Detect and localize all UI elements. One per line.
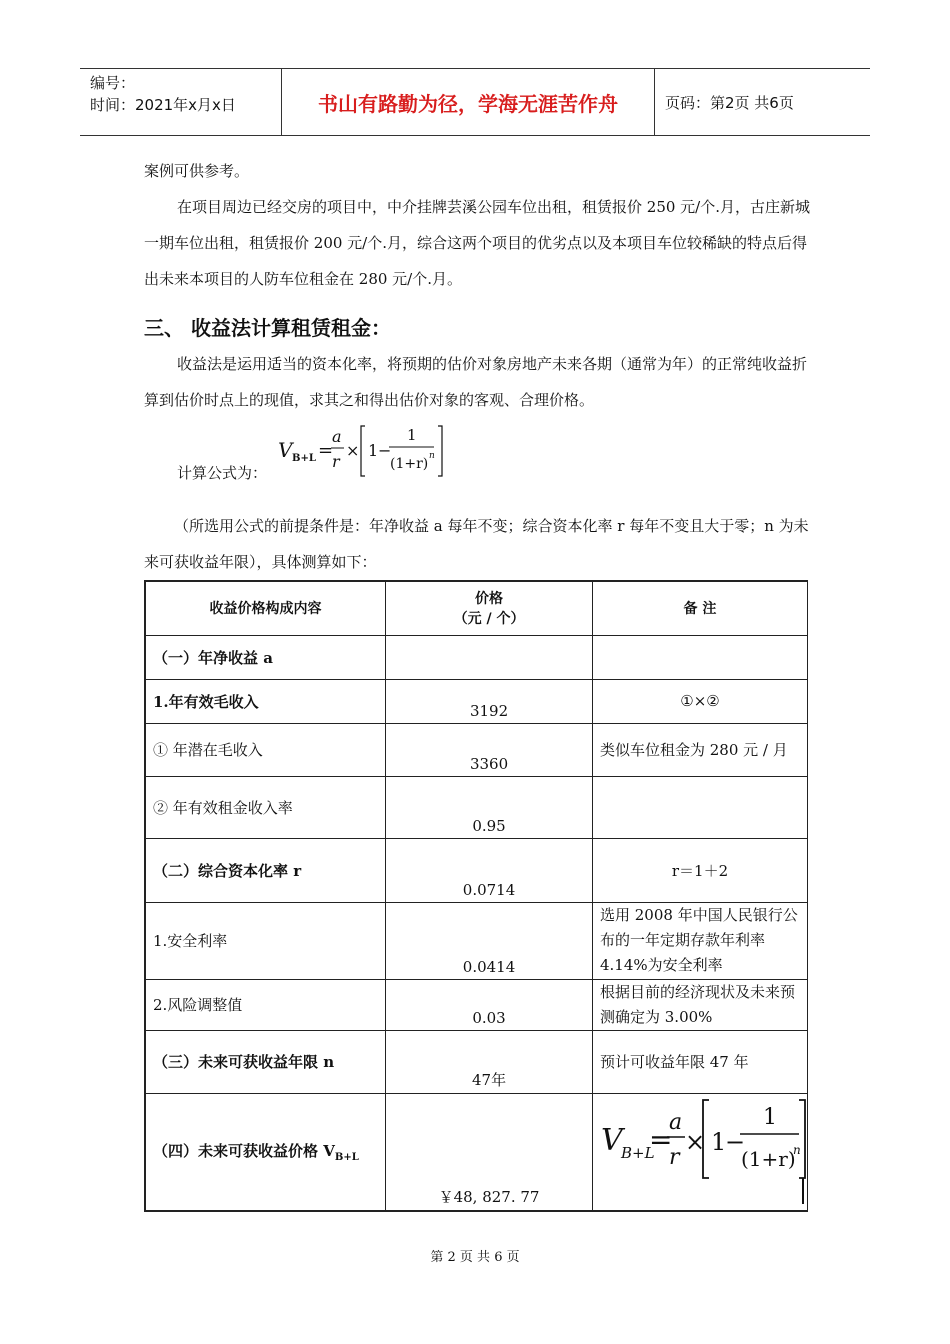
table-row [145, 776, 808, 838]
formula-top [274, 420, 454, 482]
income-calc-table [144, 580, 808, 1212]
row-price: 3192 [386, 679, 593, 723]
paragraph-1: 案例可供参考。 [144, 162, 250, 180]
svg-text:−: − [724, 1127, 746, 1156]
svg-text:−: − [378, 441, 392, 460]
row-price: 0.0714 [386, 838, 593, 902]
row-note: r＝1＋2 [592, 838, 807, 902]
doc-date-label: 时间：2021年x月x日 [90, 96, 236, 114]
row-item: ① 年潜在毛收入 [145, 723, 386, 776]
page-header [80, 68, 870, 136]
svg-text:=: = [648, 1122, 673, 1156]
table-row [145, 838, 808, 902]
table-row [145, 902, 808, 979]
row-price: 3360 [386, 723, 593, 776]
header-left [80, 69, 282, 135]
formula2-exponent: n [792, 1142, 801, 1157]
row-item: （三）未来可获收益年限 n [145, 1030, 386, 1093]
formula2-lhs: V [600, 1122, 623, 1158]
row-price: 47年 [386, 1030, 593, 1093]
svg-text:=: = [318, 440, 334, 461]
formula2-numerator: a [668, 1109, 683, 1135]
formula-table [593, 1094, 807, 1206]
formula-subscript: B+L [292, 453, 316, 464]
price-header-line1: 价格 [475, 591, 504, 608]
formula-lhs: V [278, 438, 293, 462]
row-item: 1.年有效毛收入 [145, 679, 386, 723]
formula2-inner-one: 1 [762, 1104, 777, 1130]
row-note: 类似车位租金为 280 元 / 月 [592, 723, 807, 776]
paragraph-3: 收益法是运用适当的资本化率，将预期的估价对象房地产未来各期（通常为年）的正常纯收益折算到估价时点上的现值，求其之和得出估价对象的客观、合理价格。 [144, 355, 808, 409]
svg-text:×: × [684, 1127, 706, 1156]
row-note: 预计可收益年限 47 年 [592, 1030, 807, 1093]
row-item: （一）年净收益 a [145, 635, 386, 679]
formula2-one: 1 [710, 1127, 727, 1156]
formula2-one-plus-r: (1+r) [740, 1146, 796, 1171]
row-price: 0.03 [386, 979, 593, 1030]
table-row [145, 979, 808, 1030]
paragraph-4: （所选用公式的前提条件是：年净收益 a 每年不变；综合资本化率 r 每年不变且大于零；n 为未来可获收益年限），具体测算如下： [144, 517, 809, 571]
formula-inner-one: 1 [407, 426, 417, 444]
row-price: 0.0414 [386, 902, 593, 979]
row-note: 根据目前的经济现状及未来预测确定为 3.00% [592, 979, 807, 1030]
col-header-note: 备 注 [592, 581, 807, 635]
formula-numerator: a [332, 427, 342, 446]
row-item-subscript: B+L [334, 1152, 359, 1163]
table-row [145, 1030, 808, 1093]
row-note-formula [592, 1093, 807, 1211]
formula2-subscript: B+L [620, 1143, 655, 1162]
row-note: 选用 2008 年中国人民银行公布的一年定期存款年利率 4.14%为安全利率 [592, 902, 807, 979]
row-price: 0.95 [386, 776, 593, 838]
price-header-line2: （元 / 个） [453, 611, 525, 628]
col-header-price [386, 581, 593, 635]
formula-denominator: r [332, 452, 340, 471]
formula2-denominator: r [668, 1144, 680, 1170]
row-item: ② 年有效租金收入率 [145, 776, 386, 838]
row-item: 1.安全利率 [145, 902, 386, 979]
table-row [145, 635, 808, 679]
row-price [386, 635, 593, 679]
col-header-item: 收益价格构成内容 [145, 581, 386, 635]
page-footer: 第 2 页 共 6 页 [430, 1250, 520, 1265]
header-page-info: 页码：第2页 共6页 [665, 93, 794, 112]
header-motto: 书山有路勤为径，学海无涯苦作舟 [282, 69, 655, 135]
table-header-row [145, 581, 808, 635]
row-item: （二）综合资本化率 r [145, 838, 386, 902]
formula-label: 计算公式为： [177, 464, 268, 482]
row-item-prefix: （四）未来可获收益价格 V [153, 1142, 335, 1160]
svg-text:×: × [346, 441, 360, 460]
row-price: ￥48, 827. 77 [386, 1093, 593, 1211]
formula-one: 1 [368, 441, 379, 460]
row-note [592, 635, 807, 679]
section-title: 三、 收益法计算租赁租金： [144, 316, 391, 340]
row-note [592, 776, 807, 838]
row-note: ①×② [592, 679, 807, 723]
table-row [145, 723, 808, 776]
doc-number-label: 编号： [90, 74, 136, 92]
row-item [145, 1093, 386, 1211]
formula-exponent: n [429, 451, 435, 461]
table-row [145, 679, 808, 723]
formula-one-plus-r: (1+r) [390, 456, 429, 472]
paragraph-2: 在项目周边已经交房的项目中，中介挂牌芸溪公园车位出租，租赁报价 250 元/个.月，古庄新城一期车位出租，租赁报价 200 元/个.月，综合这两个项目的优劣点以及本项目车位较稀缺的特点后得出未来本项目的人防车位租金在 280 元/个.月。 [144, 198, 810, 288]
table-row [145, 1093, 808, 1211]
row-item: 2.风险调整值 [145, 979, 386, 1030]
